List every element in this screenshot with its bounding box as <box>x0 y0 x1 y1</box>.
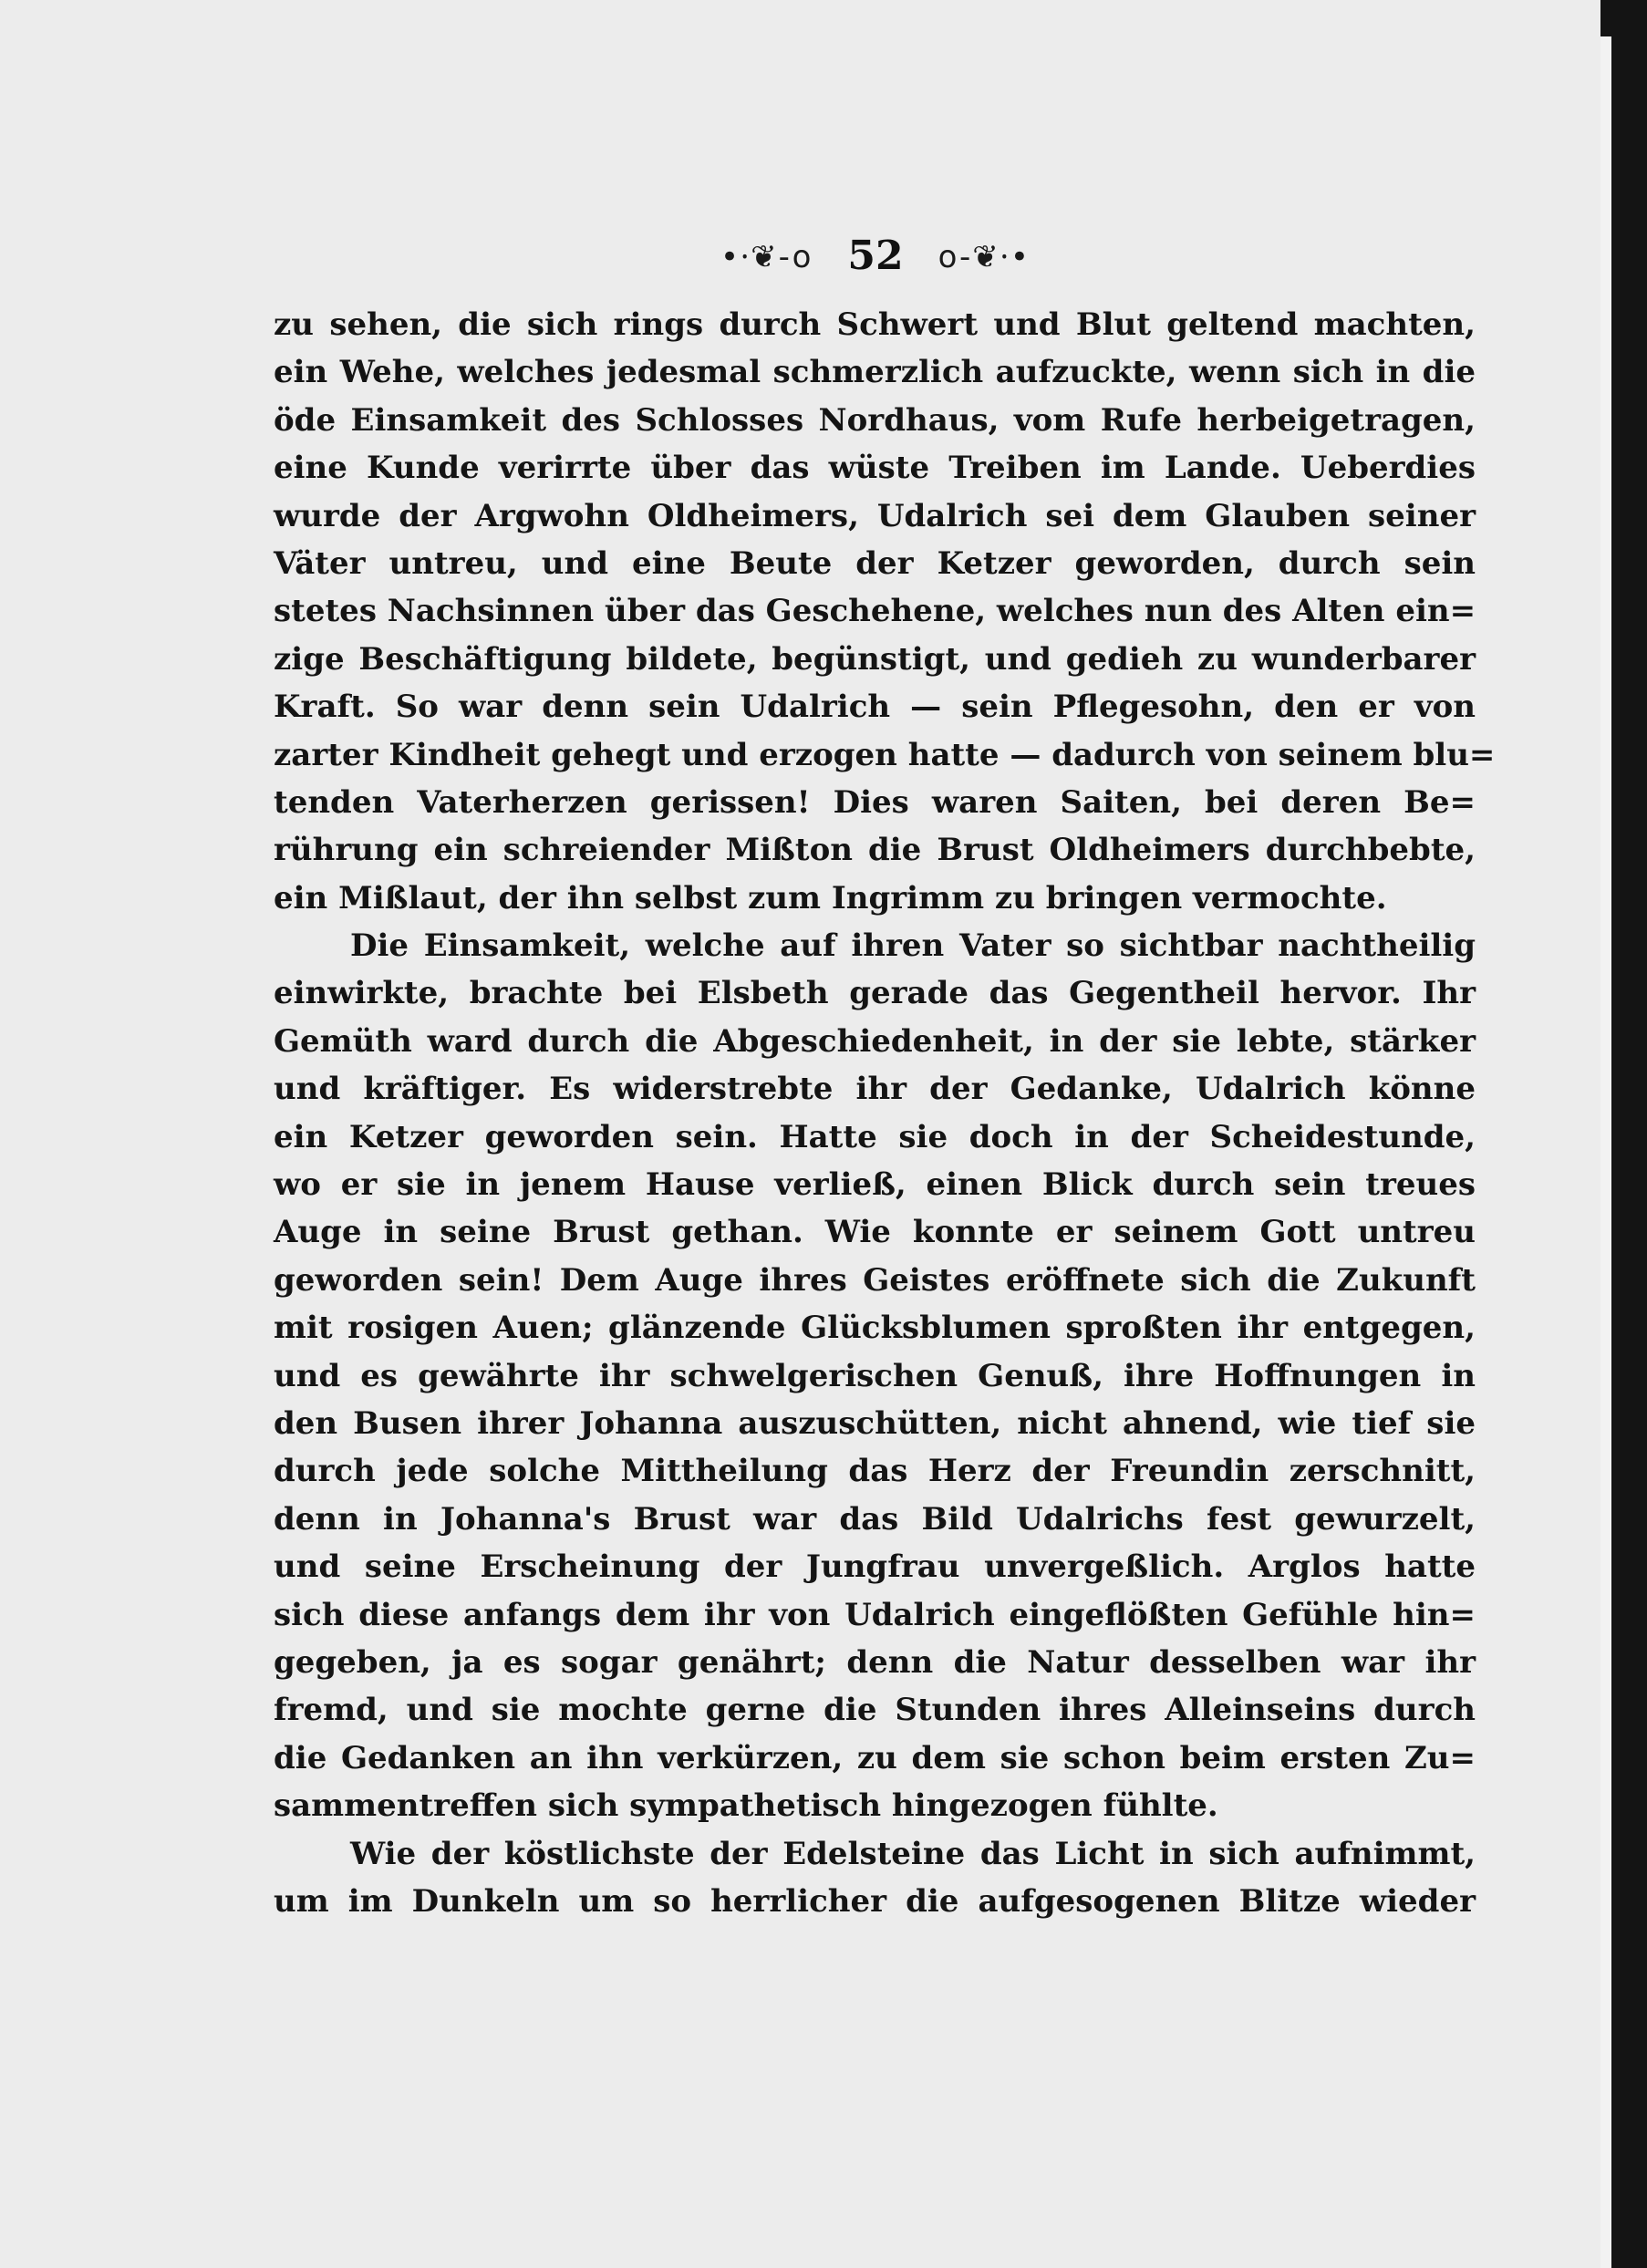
text-line: geworden sein! Dem Auge ihres Geistes eröffnete sich die Zukunft <box>274 1261 1476 1299</box>
text-line: Väter untreu, und eine Beute der Ketzer geworden, durch sein <box>274 544 1476 582</box>
text-line: Auge in seine Brust gethan. Wie konnte er seinem Gott untreu <box>274 1214 1476 1251</box>
body-text <box>274 301 1496 1925</box>
text-line: rührung ein schreiender Mißton die Brust Oldheimers durchbebte, <box>274 832 1476 869</box>
text-line: die Gedanken an ihn verkürzen, zu dem sie schon beim ersten Zu= <box>274 1739 1476 1776</box>
text-line: sammentreffen sich sympathetisch hingezogen fühlte. <box>274 1787 1218 1825</box>
text-line: mit rosigen Auen; glänzende Glücksblumen sproßten ihr entgegen, <box>274 1310 1476 1347</box>
text-line: und seine Erscheinung der Jungfrau unvergeßlich. Arglos hatte <box>274 1548 1476 1586</box>
text-line: zarter Kindheit gehegt und erzogen hatte — dadurch von seinem blu= <box>274 736 1496 773</box>
text-line: stetes Nachsinnen über das Geschehene, welches nun des Alten ein= <box>274 593 1476 630</box>
text-line: fremd, und sie mochte gerne die Stunden ihres Alleinseins durch <box>274 1692 1476 1729</box>
text-line: Gemüth ward durch die Abgeschiedenheit, in der sie lebte, stärker <box>274 1022 1476 1060</box>
text-line: zu sehen, die sich rings durch Schwert und Blut geltend machten, <box>274 306 1476 343</box>
scan-edge <box>1600 0 1647 2268</box>
text-line: denn in Johanna's Brust war das Bild Udalrichs fest gewurzelt, <box>274 1500 1476 1538</box>
page-number: 52 <box>847 232 904 279</box>
text-line: den Busen ihrer Johanna auszuschütten, nicht ahnend, wie tief sie <box>274 1404 1476 1442</box>
text-line: und kräftiger. Es widerstrebte ihr der Gedanke, Udalrich könne <box>274 1071 1476 1108</box>
text-line: ein Wehe, welches jedesmal schmerzlich aufzuckte, wenn sich in die <box>274 354 1476 391</box>
paragraph-first-line: Die Einsamkeit, welche auf ihren Vater so sichtbar nachtheilig <box>350 927 1476 965</box>
text-line: um im Dunkeln um so herrlicher die aufgesogenen Blitze wieder <box>274 1882 1476 1920</box>
text-line: zige Beschäftigung bildete, begünstigt, und gedieh zu wunderbarer <box>274 640 1476 678</box>
text-line: einwirkte, brachte bei Elsbeth gerade das Gegentheil hervor. Ihr <box>274 975 1476 1012</box>
text-line: Kraft. So war denn sein Udalrich — sein Pflegesohn, den er von <box>274 689 1476 726</box>
text-line: ein Mißlaut, der ihn selbst zum Ingrimm zu bringen vermochte. <box>274 879 1387 917</box>
text-line: ein Ketzer geworden sein. Hatte sie doch in der Scheidestunde, <box>274 1118 1476 1155</box>
text-line: tenden Vaterherzen gerissen! Dies waren Saiten, bei deren Be= <box>274 783 1476 821</box>
text-line: eine Kunde verirrte über das wüste Treiben im Lande. Ueberdies <box>274 450 1476 487</box>
text-line: gegeben, ja es sogar genährt; denn die Natur desselben war ihr <box>274 1643 1476 1681</box>
text-line: sich diese anfangs dem ihr von Udalrich eingeflößten Gefühle hin= <box>274 1596 1476 1633</box>
ornament-right-icon: o-❦⸱• <box>937 239 1031 275</box>
text-line: wurde der Argwohn Oldheimers, Udalrich sei dem Glauben seiner <box>274 497 1476 534</box>
paragraph-first-line: Wie der köstlichste der Edelsteine das Licht in sich aufnimmt, <box>350 1835 1476 1872</box>
text-line: und es gewährte ihr schwelgerischen Genuß, ihre Hoffnungen in <box>274 1357 1476 1394</box>
text-line: durch jede solche Mittheilung das Herz der Freundin zerschnitt, <box>274 1453 1476 1490</box>
ornament-left-icon: •⸱❦-o <box>720 239 813 275</box>
page-header <box>711 223 1040 287</box>
text-line: öde Einsamkeit des Schlosses Nordhaus, vom Rufe herbeigetragen, <box>274 401 1476 439</box>
text-line: wo er sie in jenem Hause verließ, einen Blick durch sein treues <box>274 1166 1476 1204</box>
